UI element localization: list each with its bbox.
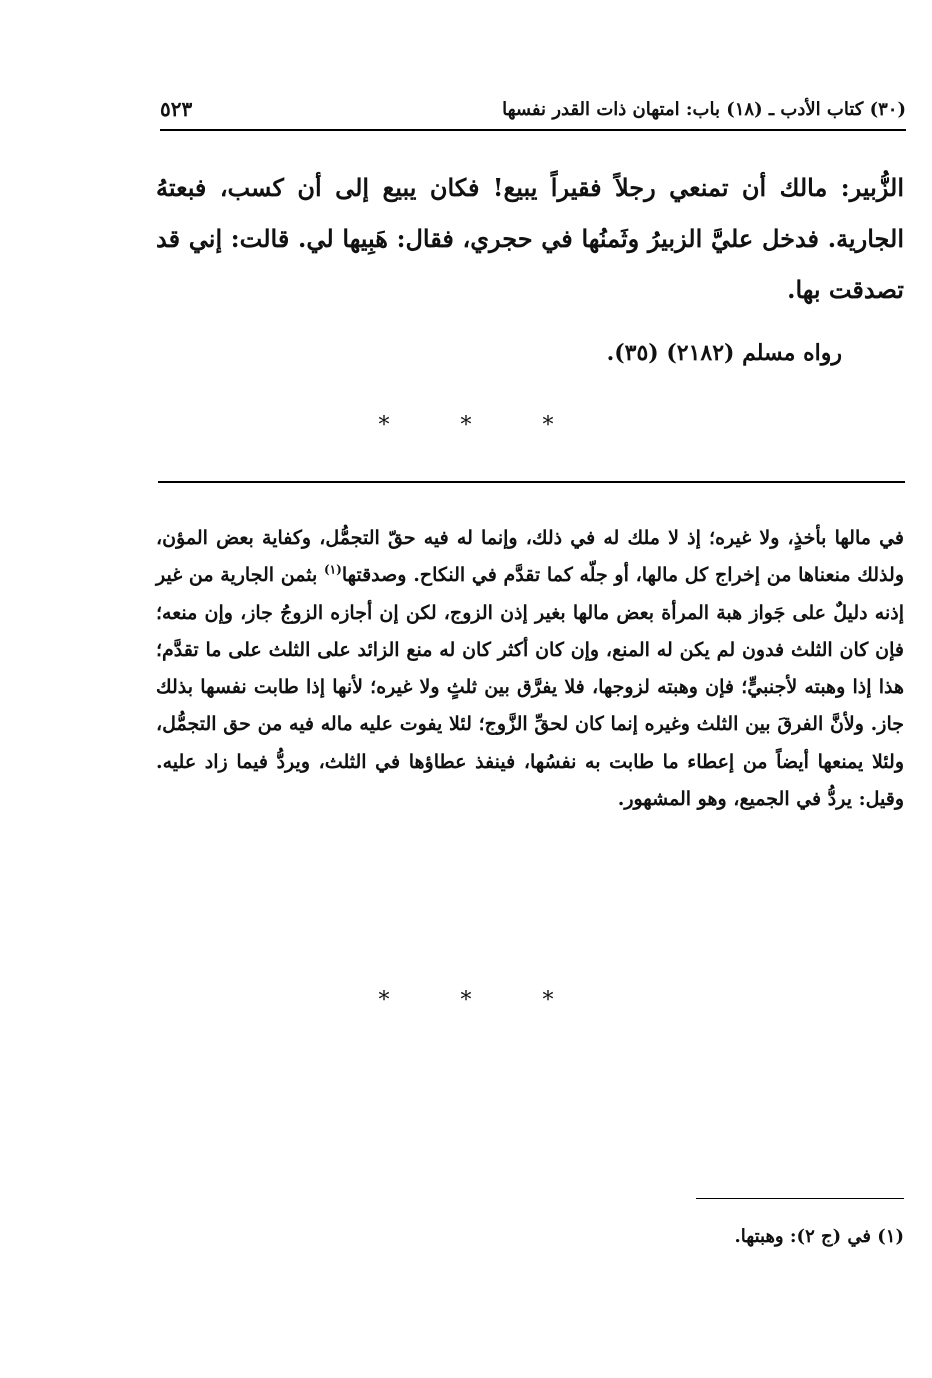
star-ornament: * [378,988,390,1013]
page-number: ٥٢٣ [160,97,193,121]
commentary-part-1: في مالها بأخذٍ، ولا غيره؛ إذ لا ملك له في ذلك، وإنما له فيه حقّ التجمُّل، وكفاية بعض المؤن، ولذلك منعناها من إخراج كل مالها، أو جلّه كما تقدَّم في النكاح. وصدقتها [156,527,904,587]
hadith-source: رواه مسلم (٢١٨٢) (٣٥). [606,340,842,366]
star-ornament: * [460,413,472,438]
header-rule [160,129,906,131]
hadith-paragraph: الزُّبير: مالك أن تمنعي رجلاً فقيراً يبيع! فكان يبيع إلى أن كسب، فبعتهُ الجارية. فدخل عليَّ الزبيرُ وثَمنُها في حجري، فقال: هَبِيها لي. قالت: إني قد تصدقت بها. [156,173,904,304]
star-ornament: * [378,413,390,438]
star-ornament: * [542,413,554,438]
footnote-rule [696,1198,904,1199]
section-separator-top [0,411,932,441]
commentary-paragraph [156,520,904,818]
chapter-title: (٣٠) كتاب الأدب ـ (١٨) باب: امتهان ذات القدر نفسها [502,99,906,120]
commentary-divider [158,481,905,483]
commentary-part-2: بثمن الجارية من غير إذنه دليلٌ على جَواز هبة المرأة بعض مالها بغير إذن الزوج، لكن إن أجازه الزوجُ جاز، وإن منعه؛ فإن كان الثلث فدون لم يكن له المنع، وإن كان أكثر كان له منع الزائد على الثلث على ما تقدَّم؛ هذا إذا وهبته لأجنبيٍّ؛ فإن وهبته لزوجها، فلا يفرَّق بين ثلثٍ ولا غيره؛ لأنها إذا طابت نفسها بذلك جاز. ولأنَّ الفرقَ بين الثلث وغيره إنما كان لحقِّ الزَّوج؛ لئلا يفوت عليه ماله فيه من حق التجمُّل، ولئلا يمنعها أيضاً من إعطاء ما طابت به نفسُها، فينفذ عطاؤها في الثلث، ويردُّ فيما زاد عليه. وقيل: يردُّ في الجميع، وهو المشهور. [156,564,904,811]
commentary-text [156,520,904,818]
hadith-text [156,162,904,315]
running-header [160,93,906,127]
footnote: (١) في (ج ٢): وهبتها. [734,1226,904,1247]
star-ornament: * [542,988,554,1013]
footnote-reference[interactable]: (١) [323,562,342,577]
star-ornament: * [460,988,472,1013]
section-separator-bottom [0,986,932,1016]
